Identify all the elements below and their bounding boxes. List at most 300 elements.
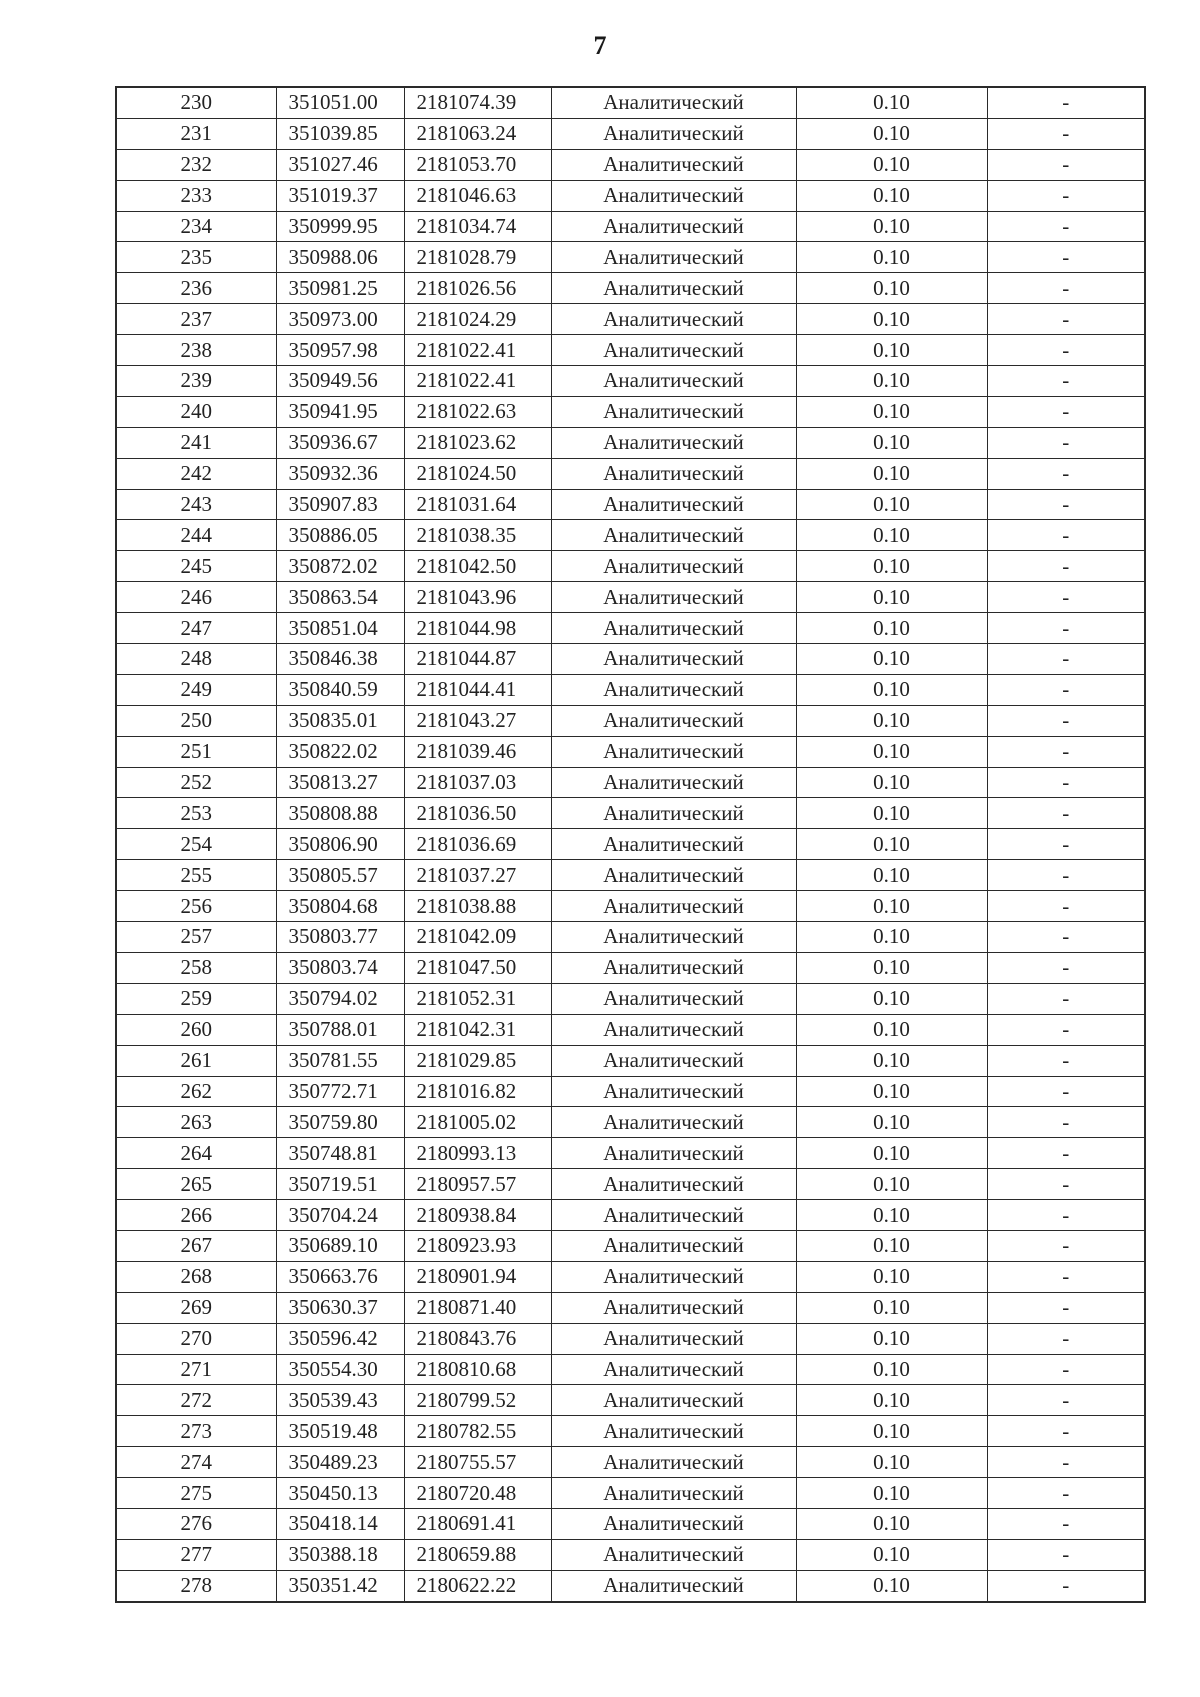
point-number-cell: 255 <box>116 860 276 891</box>
note-cell: - <box>987 860 1145 891</box>
point-number-cell: 239 <box>116 366 276 397</box>
x-coordinate-cell: 350907.83 <box>276 489 404 520</box>
note-cell: - <box>987 118 1145 149</box>
point-number-cell: 237 <box>116 304 276 335</box>
method-cell: Аналитический <box>551 427 796 458</box>
point-number-cell: 252 <box>116 767 276 798</box>
method-cell: Аналитический <box>551 87 796 118</box>
y-coordinate-cell: 2181053.70 <box>404 149 551 180</box>
point-number-cell: 272 <box>116 1385 276 1416</box>
method-cell: Аналитический <box>551 922 796 953</box>
method-cell: Аналитический <box>551 1478 796 1509</box>
x-coordinate-cell: 351027.46 <box>276 149 404 180</box>
point-number-cell: 267 <box>116 1230 276 1261</box>
table-row <box>116 242 1145 273</box>
point-number-cell: 274 <box>116 1447 276 1478</box>
y-coordinate-cell: 2181044.41 <box>404 674 551 705</box>
note-cell: - <box>987 180 1145 211</box>
accuracy-cell: 0.10 <box>796 1045 987 1076</box>
note-cell: - <box>987 674 1145 705</box>
x-coordinate-cell: 350759.80 <box>276 1107 404 1138</box>
table-row <box>116 273 1145 304</box>
method-cell: Аналитический <box>551 1570 796 1601</box>
y-coordinate-cell: 2181074.39 <box>404 87 551 118</box>
x-coordinate-cell: 350936.67 <box>276 427 404 458</box>
method-cell: Аналитический <box>551 1447 796 1478</box>
point-number-cell: 276 <box>116 1508 276 1539</box>
point-number-cell: 231 <box>116 118 276 149</box>
table-row <box>116 1478 1145 1509</box>
accuracy-cell: 0.10 <box>796 1385 987 1416</box>
note-cell: - <box>987 396 1145 427</box>
y-coordinate-cell: 2181036.69 <box>404 829 551 860</box>
table-row <box>116 335 1145 366</box>
point-number-cell: 232 <box>116 149 276 180</box>
y-coordinate-cell: 2181042.31 <box>404 1014 551 1045</box>
table-row <box>116 922 1145 953</box>
note-cell: - <box>987 1138 1145 1169</box>
method-cell: Аналитический <box>551 1107 796 1138</box>
method-cell: Аналитический <box>551 489 796 520</box>
method-cell: Аналитический <box>551 983 796 1014</box>
y-coordinate-cell: 2181044.98 <box>404 613 551 644</box>
table-row <box>116 427 1145 458</box>
accuracy-cell: 0.10 <box>796 1416 987 1447</box>
x-coordinate-cell: 350519.48 <box>276 1416 404 1447</box>
point-number-cell: 253 <box>116 798 276 829</box>
point-number-cell: 235 <box>116 242 276 273</box>
method-cell: Аналитический <box>551 644 796 675</box>
x-coordinate-cell: 350805.57 <box>276 860 404 891</box>
note-cell: - <box>987 273 1145 304</box>
method-cell: Аналитический <box>551 1508 796 1539</box>
accuracy-cell: 0.10 <box>796 1478 987 1509</box>
table-row <box>116 1539 1145 1570</box>
table-row <box>116 1076 1145 1107</box>
table-row <box>116 1138 1145 1169</box>
accuracy-cell: 0.10 <box>796 211 987 242</box>
note-cell: - <box>987 582 1145 613</box>
y-coordinate-cell: 2181023.62 <box>404 427 551 458</box>
table-row <box>116 366 1145 397</box>
table-row <box>116 1200 1145 1231</box>
note-cell: - <box>987 1570 1145 1601</box>
x-coordinate-cell: 350846.38 <box>276 644 404 675</box>
point-number-cell: 245 <box>116 551 276 582</box>
x-coordinate-cell: 350772.71 <box>276 1076 404 1107</box>
note-cell: - <box>987 1230 1145 1261</box>
coordinates-table <box>115 86 1146 1603</box>
accuracy-cell: 0.10 <box>796 736 987 767</box>
point-number-cell: 249 <box>116 674 276 705</box>
point-number-cell: 256 <box>116 891 276 922</box>
y-coordinate-cell: 2181044.87 <box>404 644 551 675</box>
method-cell: Аналитический <box>551 1169 796 1200</box>
accuracy-cell: 0.10 <box>796 767 987 798</box>
x-coordinate-cell: 350932.36 <box>276 458 404 489</box>
note-cell: - <box>987 736 1145 767</box>
y-coordinate-cell: 2181036.50 <box>404 798 551 829</box>
note-cell: - <box>987 1447 1145 1478</box>
table-row <box>116 1385 1145 1416</box>
method-cell: Аналитический <box>551 1230 796 1261</box>
table-row <box>116 891 1145 922</box>
y-coordinate-cell: 2180659.88 <box>404 1539 551 1570</box>
y-coordinate-cell: 2181043.27 <box>404 705 551 736</box>
accuracy-cell: 0.10 <box>796 242 987 273</box>
y-coordinate-cell: 2180755.57 <box>404 1447 551 1478</box>
point-number-cell: 236 <box>116 273 276 304</box>
point-number-cell: 244 <box>116 520 276 551</box>
y-coordinate-cell: 2180843.76 <box>404 1323 551 1354</box>
y-coordinate-cell: 2181005.02 <box>404 1107 551 1138</box>
x-coordinate-cell: 350840.59 <box>276 674 404 705</box>
method-cell: Аналитический <box>551 273 796 304</box>
method-cell: Аналитический <box>551 613 796 644</box>
note-cell: - <box>987 1323 1145 1354</box>
table-row <box>116 489 1145 520</box>
accuracy-cell: 0.10 <box>796 1014 987 1045</box>
method-cell: Аналитический <box>551 1385 796 1416</box>
method-cell: Аналитический <box>551 304 796 335</box>
point-number-cell: 268 <box>116 1261 276 1292</box>
method-cell: Аналитический <box>551 829 796 860</box>
table-row <box>116 1014 1145 1045</box>
accuracy-cell: 0.10 <box>796 1261 987 1292</box>
note-cell: - <box>987 983 1145 1014</box>
y-coordinate-cell: 2181042.50 <box>404 551 551 582</box>
x-coordinate-cell: 350719.51 <box>276 1169 404 1200</box>
table-row <box>116 613 1145 644</box>
y-coordinate-cell: 2181024.50 <box>404 458 551 489</box>
x-coordinate-cell: 350851.04 <box>276 613 404 644</box>
accuracy-cell: 0.10 <box>796 520 987 551</box>
x-coordinate-cell: 350835.01 <box>276 705 404 736</box>
x-coordinate-cell: 350781.55 <box>276 1045 404 1076</box>
point-number-cell: 265 <box>116 1169 276 1200</box>
y-coordinate-cell: 2181031.64 <box>404 489 551 520</box>
y-coordinate-cell: 2181037.27 <box>404 860 551 891</box>
x-coordinate-cell: 350872.02 <box>276 551 404 582</box>
point-number-cell: 238 <box>116 335 276 366</box>
note-cell: - <box>987 1416 1145 1447</box>
y-coordinate-cell: 2181039.46 <box>404 736 551 767</box>
y-coordinate-cell: 2180993.13 <box>404 1138 551 1169</box>
point-number-cell: 270 <box>116 1323 276 1354</box>
note-cell: - <box>987 1169 1145 1200</box>
x-coordinate-cell: 350973.00 <box>276 304 404 335</box>
note-cell: - <box>987 952 1145 983</box>
accuracy-cell: 0.10 <box>796 891 987 922</box>
accuracy-cell: 0.10 <box>796 705 987 736</box>
method-cell: Аналитический <box>551 211 796 242</box>
method-cell: Аналитический <box>551 705 796 736</box>
note-cell: - <box>987 1014 1145 1045</box>
table-row <box>116 304 1145 335</box>
accuracy-cell: 0.10 <box>796 1230 987 1261</box>
note-cell: - <box>987 1478 1145 1509</box>
x-coordinate-cell: 350803.77 <box>276 922 404 953</box>
note-cell: - <box>987 149 1145 180</box>
point-number-cell: 264 <box>116 1138 276 1169</box>
note-cell: - <box>987 1508 1145 1539</box>
x-coordinate-cell: 350794.02 <box>276 983 404 1014</box>
accuracy-cell: 0.10 <box>796 860 987 891</box>
note-cell: - <box>987 798 1145 829</box>
point-number-cell: 266 <box>116 1200 276 1231</box>
x-coordinate-cell: 350554.30 <box>276 1354 404 1385</box>
y-coordinate-cell: 2181028.79 <box>404 242 551 273</box>
method-cell: Аналитический <box>551 1200 796 1231</box>
accuracy-cell: 0.10 <box>796 922 987 953</box>
method-cell: Аналитический <box>551 520 796 551</box>
note-cell: - <box>987 458 1145 489</box>
point-number-cell: 241 <box>116 427 276 458</box>
point-number-cell: 259 <box>116 983 276 1014</box>
table-row <box>116 1416 1145 1447</box>
point-number-cell: 242 <box>116 458 276 489</box>
method-cell: Аналитический <box>551 1138 796 1169</box>
table-row <box>116 767 1145 798</box>
note-cell: - <box>987 1107 1145 1138</box>
x-coordinate-cell: 350788.01 <box>276 1014 404 1045</box>
table-row <box>116 582 1145 613</box>
y-coordinate-cell: 2181063.24 <box>404 118 551 149</box>
table-row <box>116 1323 1145 1354</box>
point-number-cell: 247 <box>116 613 276 644</box>
table-row <box>116 149 1145 180</box>
table-row <box>116 396 1145 427</box>
point-number-cell: 243 <box>116 489 276 520</box>
note-cell: - <box>987 1200 1145 1231</box>
y-coordinate-cell: 2181022.41 <box>404 335 551 366</box>
table-row <box>116 551 1145 582</box>
x-coordinate-cell: 350941.95 <box>276 396 404 427</box>
accuracy-cell: 0.10 <box>796 396 987 427</box>
accuracy-cell: 0.10 <box>796 427 987 458</box>
table-row <box>116 1354 1145 1385</box>
coordinates-table-body <box>116 87 1145 1602</box>
point-number-cell: 278 <box>116 1570 276 1601</box>
y-coordinate-cell: 2181038.35 <box>404 520 551 551</box>
note-cell: - <box>987 1354 1145 1385</box>
method-cell: Аналитический <box>551 582 796 613</box>
x-coordinate-cell: 350539.43 <box>276 1385 404 1416</box>
accuracy-cell: 0.10 <box>796 1076 987 1107</box>
x-coordinate-cell: 350351.42 <box>276 1570 404 1601</box>
x-coordinate-cell: 350949.56 <box>276 366 404 397</box>
x-coordinate-cell: 350813.27 <box>276 767 404 798</box>
method-cell: Аналитический <box>551 180 796 211</box>
note-cell: - <box>987 644 1145 675</box>
method-cell: Аналитический <box>551 1292 796 1323</box>
point-number-cell: 246 <box>116 582 276 613</box>
y-coordinate-cell: 2181043.96 <box>404 582 551 613</box>
accuracy-cell: 0.10 <box>796 335 987 366</box>
x-coordinate-cell: 350808.88 <box>276 798 404 829</box>
accuracy-cell: 0.10 <box>796 1200 987 1231</box>
note-cell: - <box>987 304 1145 335</box>
accuracy-cell: 0.10 <box>796 1138 987 1169</box>
accuracy-cell: 0.10 <box>796 1508 987 1539</box>
table-row <box>116 1570 1145 1601</box>
x-coordinate-cell: 350863.54 <box>276 582 404 613</box>
note-cell: - <box>987 87 1145 118</box>
note-cell: - <box>987 1261 1145 1292</box>
y-coordinate-cell: 2180799.52 <box>404 1385 551 1416</box>
table-row <box>116 736 1145 767</box>
accuracy-cell: 0.10 <box>796 489 987 520</box>
accuracy-cell: 0.10 <box>796 118 987 149</box>
point-number-cell: 233 <box>116 180 276 211</box>
accuracy-cell: 0.10 <box>796 582 987 613</box>
method-cell: Аналитический <box>551 335 796 366</box>
table-row <box>116 1508 1145 1539</box>
table-row <box>116 705 1145 736</box>
method-cell: Аналитический <box>551 1261 796 1292</box>
y-coordinate-cell: 2181034.74 <box>404 211 551 242</box>
method-cell: Аналитический <box>551 396 796 427</box>
method-cell: Аналитический <box>551 767 796 798</box>
point-number-cell: 254 <box>116 829 276 860</box>
x-coordinate-cell: 350804.68 <box>276 891 404 922</box>
table-row <box>116 798 1145 829</box>
note-cell: - <box>987 891 1145 922</box>
method-cell: Аналитический <box>551 1014 796 1045</box>
method-cell: Аналитический <box>551 952 796 983</box>
x-coordinate-cell: 350748.81 <box>276 1138 404 1169</box>
x-coordinate-cell: 351051.00 <box>276 87 404 118</box>
x-coordinate-cell: 351019.37 <box>276 180 404 211</box>
table-row <box>116 458 1145 489</box>
x-coordinate-cell: 350663.76 <box>276 1261 404 1292</box>
note-cell: - <box>987 1292 1145 1323</box>
accuracy-cell: 0.10 <box>796 1447 987 1478</box>
x-coordinate-cell: 350822.02 <box>276 736 404 767</box>
y-coordinate-cell: 2181037.03 <box>404 767 551 798</box>
x-coordinate-cell: 351039.85 <box>276 118 404 149</box>
point-number-cell: 230 <box>116 87 276 118</box>
note-cell: - <box>987 520 1145 551</box>
method-cell: Аналитический <box>551 458 796 489</box>
accuracy-cell: 0.10 <box>796 458 987 489</box>
x-coordinate-cell: 350988.06 <box>276 242 404 273</box>
accuracy-cell: 0.10 <box>796 180 987 211</box>
note-cell: - <box>987 242 1145 273</box>
accuracy-cell: 0.10 <box>796 1570 987 1601</box>
y-coordinate-cell: 2181038.88 <box>404 891 551 922</box>
method-cell: Аналитический <box>551 1323 796 1354</box>
method-cell: Аналитический <box>551 1076 796 1107</box>
method-cell: Аналитический <box>551 891 796 922</box>
y-coordinate-cell: 2180923.93 <box>404 1230 551 1261</box>
accuracy-cell: 0.10 <box>796 1539 987 1570</box>
x-coordinate-cell: 350418.14 <box>276 1508 404 1539</box>
y-coordinate-cell: 2180957.57 <box>404 1169 551 1200</box>
method-cell: Аналитический <box>551 242 796 273</box>
method-cell: Аналитический <box>551 860 796 891</box>
note-cell: - <box>987 1539 1145 1570</box>
table-row <box>116 674 1145 705</box>
method-cell: Аналитический <box>551 1416 796 1447</box>
method-cell: Аналитический <box>551 551 796 582</box>
table-row <box>116 87 1145 118</box>
table-row <box>116 952 1145 983</box>
accuracy-cell: 0.10 <box>796 829 987 860</box>
note-cell: - <box>987 705 1145 736</box>
table-row <box>116 1230 1145 1261</box>
y-coordinate-cell: 2180901.94 <box>404 1261 551 1292</box>
y-coordinate-cell: 2181022.63 <box>404 396 551 427</box>
point-number-cell: 257 <box>116 922 276 953</box>
accuracy-cell: 0.10 <box>796 983 987 1014</box>
y-coordinate-cell: 2181042.09 <box>404 922 551 953</box>
point-number-cell: 248 <box>116 644 276 675</box>
x-coordinate-cell: 350803.74 <box>276 952 404 983</box>
point-number-cell: 263 <box>116 1107 276 1138</box>
y-coordinate-cell: 2181022.41 <box>404 366 551 397</box>
method-cell: Аналитический <box>551 674 796 705</box>
point-number-cell: 250 <box>116 705 276 736</box>
point-number-cell: 273 <box>116 1416 276 1447</box>
method-cell: Аналитический <box>551 149 796 180</box>
note-cell: - <box>987 427 1145 458</box>
accuracy-cell: 0.10 <box>796 366 987 397</box>
point-number-cell: 277 <box>116 1539 276 1570</box>
note-cell: - <box>987 551 1145 582</box>
accuracy-cell: 0.10 <box>796 551 987 582</box>
note-cell: - <box>987 1076 1145 1107</box>
point-number-cell: 251 <box>116 736 276 767</box>
point-number-cell: 262 <box>116 1076 276 1107</box>
x-coordinate-cell: 350388.18 <box>276 1539 404 1570</box>
note-cell: - <box>987 613 1145 644</box>
table-row <box>116 1447 1145 1478</box>
point-number-cell: 269 <box>116 1292 276 1323</box>
x-coordinate-cell: 350630.37 <box>276 1292 404 1323</box>
accuracy-cell: 0.10 <box>796 952 987 983</box>
x-coordinate-cell: 350689.10 <box>276 1230 404 1261</box>
point-number-cell: 258 <box>116 952 276 983</box>
table-row <box>116 1292 1145 1323</box>
accuracy-cell: 0.10 <box>796 304 987 335</box>
x-coordinate-cell: 350704.24 <box>276 1200 404 1231</box>
table-row <box>116 983 1145 1014</box>
y-coordinate-cell: 2180938.84 <box>404 1200 551 1231</box>
accuracy-cell: 0.10 <box>796 613 987 644</box>
y-coordinate-cell: 2180622.22 <box>404 1570 551 1601</box>
y-coordinate-cell: 2181046.63 <box>404 180 551 211</box>
table-row <box>116 860 1145 891</box>
point-number-cell: 234 <box>116 211 276 242</box>
note-cell: - <box>987 829 1145 860</box>
page-number: 7 <box>593 31 607 60</box>
x-coordinate-cell: 350450.13 <box>276 1478 404 1509</box>
table-row <box>116 1169 1145 1200</box>
method-cell: Аналитический <box>551 1539 796 1570</box>
table-row <box>116 118 1145 149</box>
point-number-cell: 275 <box>116 1478 276 1509</box>
table-row <box>116 1261 1145 1292</box>
table-row <box>116 1045 1145 1076</box>
y-coordinate-cell: 2181026.56 <box>404 273 551 304</box>
point-number-cell: 260 <box>116 1014 276 1045</box>
accuracy-cell: 0.10 <box>796 674 987 705</box>
method-cell: Аналитический <box>551 736 796 767</box>
table-row <box>116 644 1145 675</box>
note-cell: - <box>987 489 1145 520</box>
x-coordinate-cell: 350999.95 <box>276 211 404 242</box>
